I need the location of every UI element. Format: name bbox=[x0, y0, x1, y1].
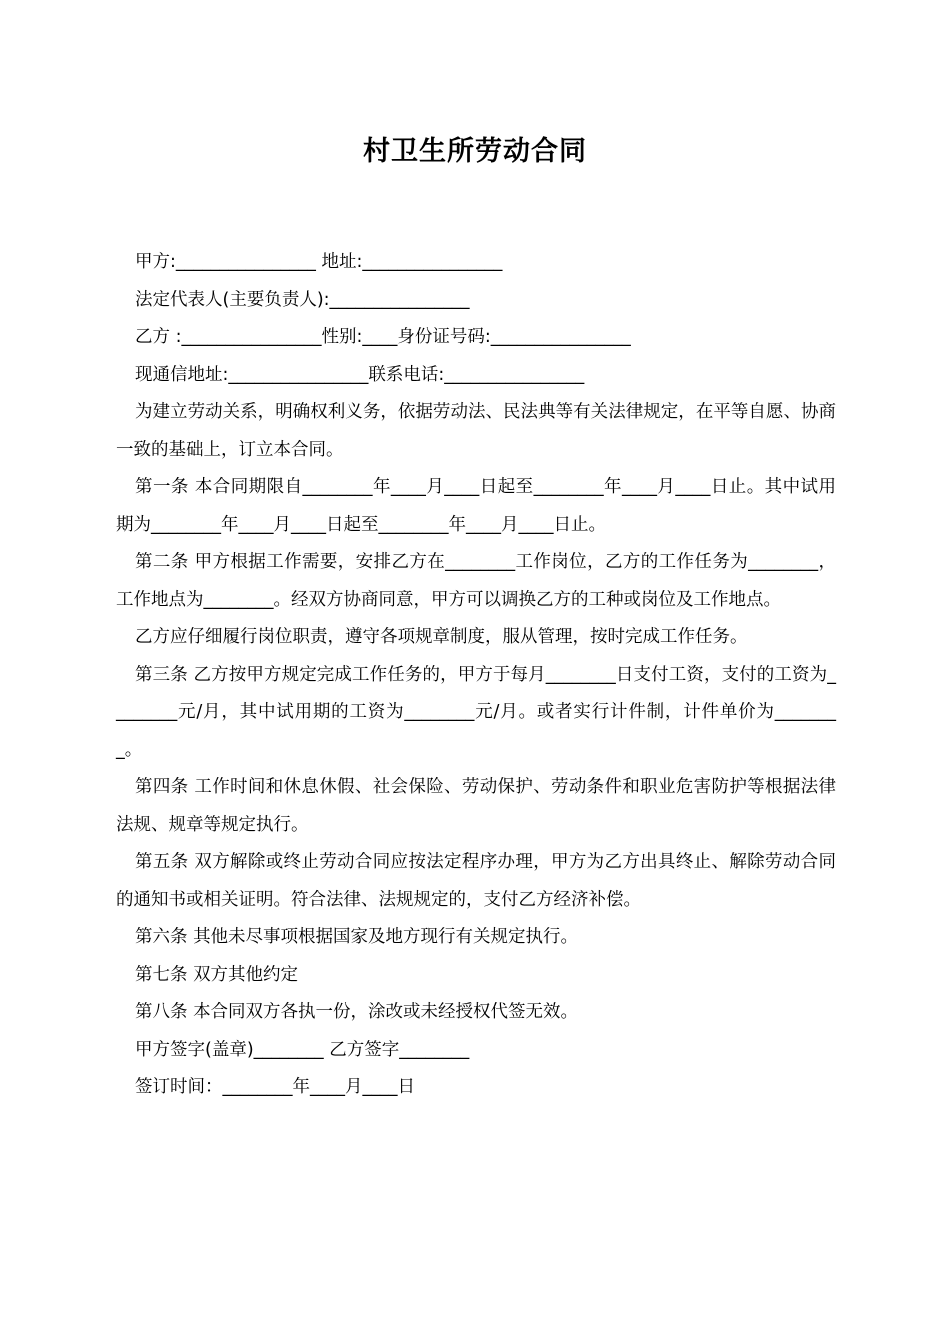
article-8: 第八条 本合同双方各执一份，涂改或未经授权代签无效。 bbox=[135, 1002, 579, 1022]
preamble-paragraph: 为建立劳动关系，明确权利义务，依据劳动法、民法典等有关法律规定，在平等自愿、协商一致的基础上，订立本合同。 bbox=[116, 402, 836, 460]
article-1: 第一条 本合同期限自________年____月____日起至________年____月____日止。其中试用期为________年____月____日起至________年____月____日止。 bbox=[116, 477, 836, 535]
article-3: 第三条 乙方按甲方规定完成工作任务的，甲方于每月________日支付工资，支付的工资为________元/月，其中试用期的工资为________元/月。或者实行计件制，计件单价为________。 bbox=[116, 664, 836, 760]
article-2-duties: 乙方应仔细履行岗位职责，遵守各项规章制度，服从管理，按时完成工作任务。 bbox=[135, 627, 748, 647]
article-7: 第七条 双方其他约定 bbox=[135, 964, 299, 985]
legal-representative-line: 法定代表人(主要负责人):________________ bbox=[135, 289, 470, 310]
signature-line: 甲方签字(盖章)________ 乙方签字________ bbox=[135, 1039, 470, 1060]
article-6: 第六条 其他未尽事项根据国家及地方现行有关规定执行。 bbox=[135, 927, 579, 947]
party-b-line: 乙方 :________________性别:____身份证号码:________________ bbox=[135, 327, 631, 347]
article-5: 第五条 双方解除或终止劳动合同应按法定程序办理，甲方为乙方出具终止、解除劳动合同的通知书或相关证明。符合法律、法规规定的，支付乙方经济补偿。 bbox=[116, 852, 836, 910]
signing-date-line: 签订时间：________年____月____日 bbox=[135, 1077, 415, 1097]
document-title: 村卫生所劳动合同 bbox=[363, 136, 587, 167]
contact-address-line: 现通信地址:________________联系电话:________________ bbox=[135, 364, 585, 385]
article-2: 第二条 甲方根据工作需要，安排乙方在________工作岗位，乙方的工作任务为________，工作地点为________。经双方协商同意，甲方可以调换乙方的工种或岗位及工作地点。 bbox=[116, 552, 836, 610]
document-body bbox=[116, 244, 836, 1107]
party-a-line: 甲方:________________ 地址:________________ bbox=[135, 252, 503, 272]
article-4: 第四条 工作时间和休息休假、社会保险、劳动保护、劳动条件和职业危害防护等根据法律法规、规章等规定执行。 bbox=[116, 777, 836, 835]
